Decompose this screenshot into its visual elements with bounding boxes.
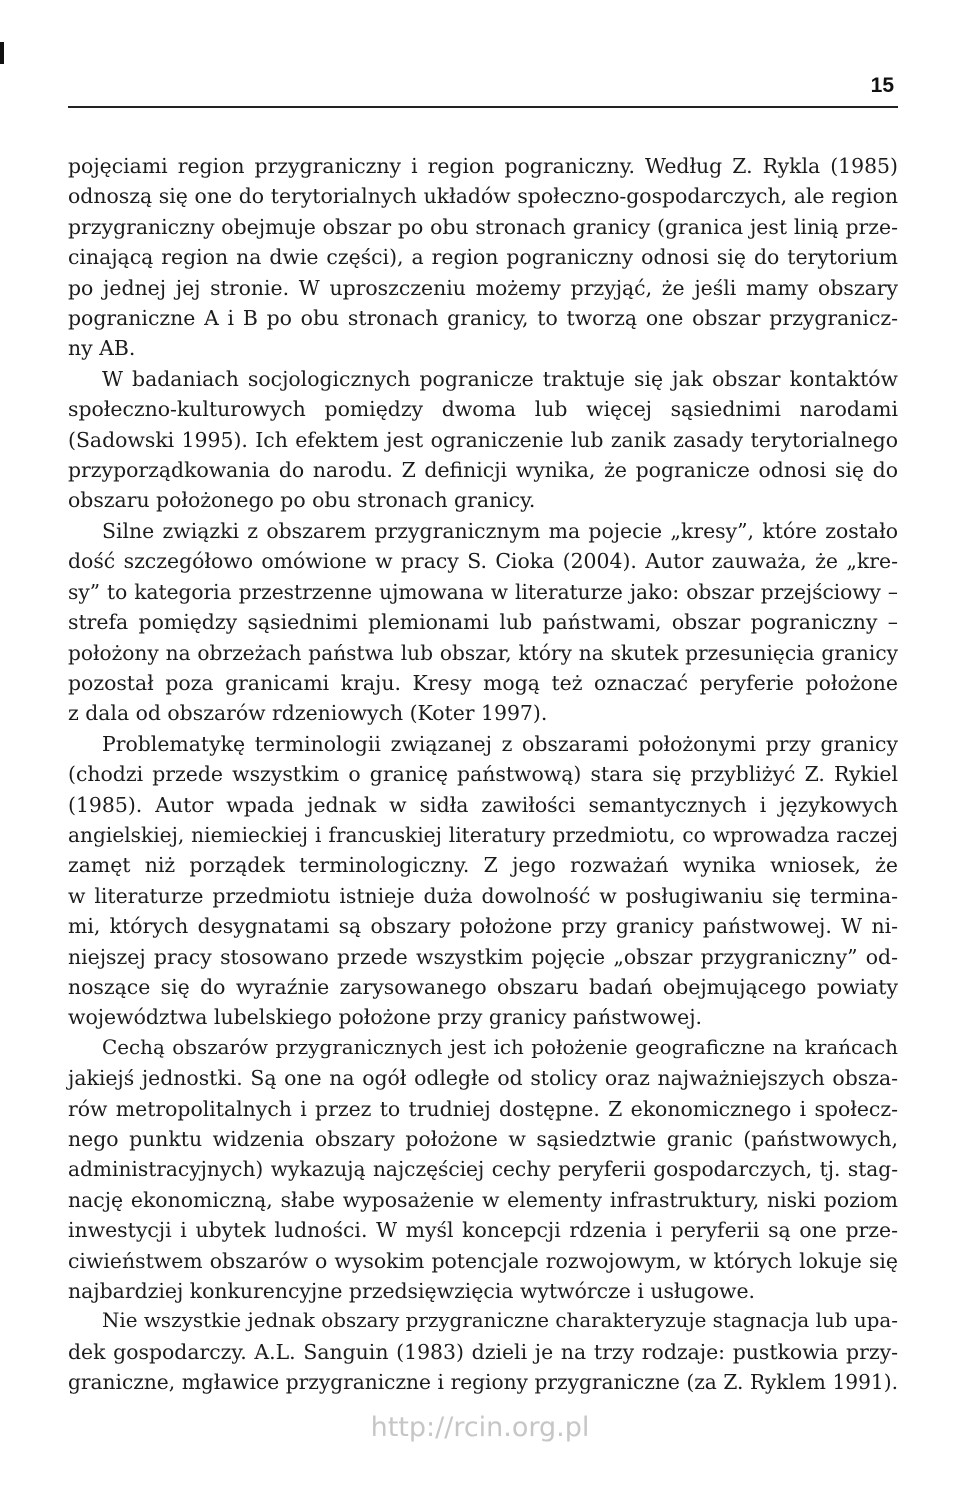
text-line: dość szczegółowo omówione w pracy S. Cioka (2004). Autor zauważa, że „kre- [68, 549, 898, 574]
text-line: w literaturze przedmiotu istnieje duża dowolność w posługiwaniu się termina- [68, 883, 898, 908]
text-line: pograniczne A i B po obu stronach granicy, to tworzą one obszar przygranicz- [68, 306, 898, 331]
text-line: (chodzi przede wszystkim o granicę państwową) stara się przybliżyć Z. Rykiel [68, 762, 898, 787]
text-line: Silne związki z obszarem przygranicznym ma pojecie „kresy”, które zostało [102, 518, 898, 543]
text-line: ciwieństwem obszarów o wysokim potencjale rozwojowym, w których lokuje się [68, 1248, 898, 1273]
text-line: Cechą obszarów przygranicznych jest ich położenie geograficzne na krańcach [102, 1035, 898, 1059]
body-text [68, 151, 898, 1398]
text-line: Problematykę terminologii związanej z obszarami położonymi przy granicy [102, 731, 898, 756]
text-line: strefa pomiędzy sąsiednimi plemionami lub państwami, obszar pograniczny – [68, 610, 898, 635]
text-line: z dala od obszarów rdzeniowych (Koter 1997). [68, 701, 548, 726]
text-line: Nie wszystkie jednak obszary przygraniczne charakteryzuje stagnacja lub upa- [102, 1309, 898, 1333]
text-line: angielskiej, niemieckiej i francuskiej literatury przedmiotu, co wprowadza raczej [68, 822, 898, 847]
text-line: przygraniczny obejmuje obszar po obu stronach granicy (granica jest linią prze- [68, 214, 898, 239]
text-line: po jednej jej stronie. W uproszczeniu możemy przyjąć, że jeśli mamy obszary [68, 275, 898, 300]
text-line: noszące się do wyraźnie zarysowanego obszaru badań obejmującego powiaty [68, 974, 898, 999]
text-line: przyporządkowania do narodu. Z definicji wynika, że pogranicze odnosi się do [68, 458, 898, 483]
text-line: administracyjnych) wykazują najczęściej cechy peryferii gospodarczych, tj. stag- [68, 1157, 898, 1182]
text-line: pozostał poza granicami kraju. Kresy mogą też oznaczać peryferie położone [68, 670, 898, 695]
footer-watermark-url[interactable]: http://rcin.org.pl [370, 1412, 590, 1443]
text-line: cinającą region na dwie części), a region pograniczny odnosi się do terytorium [68, 245, 898, 270]
text-line: niejszej pracy stosowano przede wszystkim pojęcie „obszar przygraniczny” od- [68, 944, 898, 969]
text-line: pojęciami region przygraniczny i region pograniczny. Według Z. Rykla (1985) [68, 154, 898, 178]
text-line: społeczno-kulturowych pomiędzy dwoma lub więcej sąsiednimi narodami [68, 397, 898, 422]
text-line: obszaru położonego po obu stronach granicy. [68, 488, 536, 513]
text-line: nację ekonomiczną, słabe wyposażenie w elementy infrastruktury, niski poziom [68, 1187, 898, 1212]
text-line: dek gospodarczy. A.L. Sanguin (1983) dzieli je na trzy rodzaje: pustkowia przy- [68, 1339, 898, 1364]
text-line: nego punktu widzenia obszary położone w sąsiedztwie granic (państwowych, [68, 1127, 898, 1151]
text-line: (Sadowski 1995). Ich efektem jest ograniczenie lub zanik zasady terytorialnego [68, 427, 898, 452]
text-line: graniczne, mgławice przygraniczne i regiony przygraniczne (za Z. Ryklem 1991). [68, 1370, 898, 1395]
page-number: 15 [870, 74, 894, 97]
text-line: rów metropolitalnych i przez to trudniej dostępne. Z ekonomicznego i społecz- [68, 1096, 898, 1121]
text-line: zamęt niż porządek terminologiczny. Z jego rozważań wynika wniosek, że [68, 853, 898, 878]
page-edge-mark [0, 42, 4, 64]
text-line: odnoszą się one do terytorialnych układów społeczno-gospodarczych, ale region [68, 184, 898, 209]
text-line: województwa lubelskiego położone przy granicy państwowej. [68, 1005, 702, 1030]
text-line: W badaniach socjologicznych pogranicze traktuje się jak obszar kontaktów [102, 366, 898, 391]
page-header [68, 62, 898, 108]
text-line: najbardziej konkurencyjne przedsięwzięcia wytwórcze i usługowe. [68, 1279, 756, 1304]
text-line: położony na obrzeżach państwa lub obszar, który na skutek przesunięcia granicy [68, 640, 898, 665]
text-line: (1985). Autor wpada jednak w sidła zawiłości semantycznych i językowych [68, 792, 898, 817]
text-line: sy” to kategoria przestrzenne ujmowana w literaturze jako: obszar przejściowy – [68, 579, 898, 604]
text-line: inwestycji i ubytek ludności. W myśl koncepcji rdzenia i peryferii są one prze- [68, 1218, 898, 1243]
text-line: jakiejś jednostki. Są one na ogół odległe od stolicy oraz najważniejszych obsza- [68, 1066, 898, 1091]
text-line: mi, których desygnatami są obszary położone przy granicy państwowej. W ni- [68, 914, 898, 939]
text-line: ny AB. [68, 336, 136, 361]
